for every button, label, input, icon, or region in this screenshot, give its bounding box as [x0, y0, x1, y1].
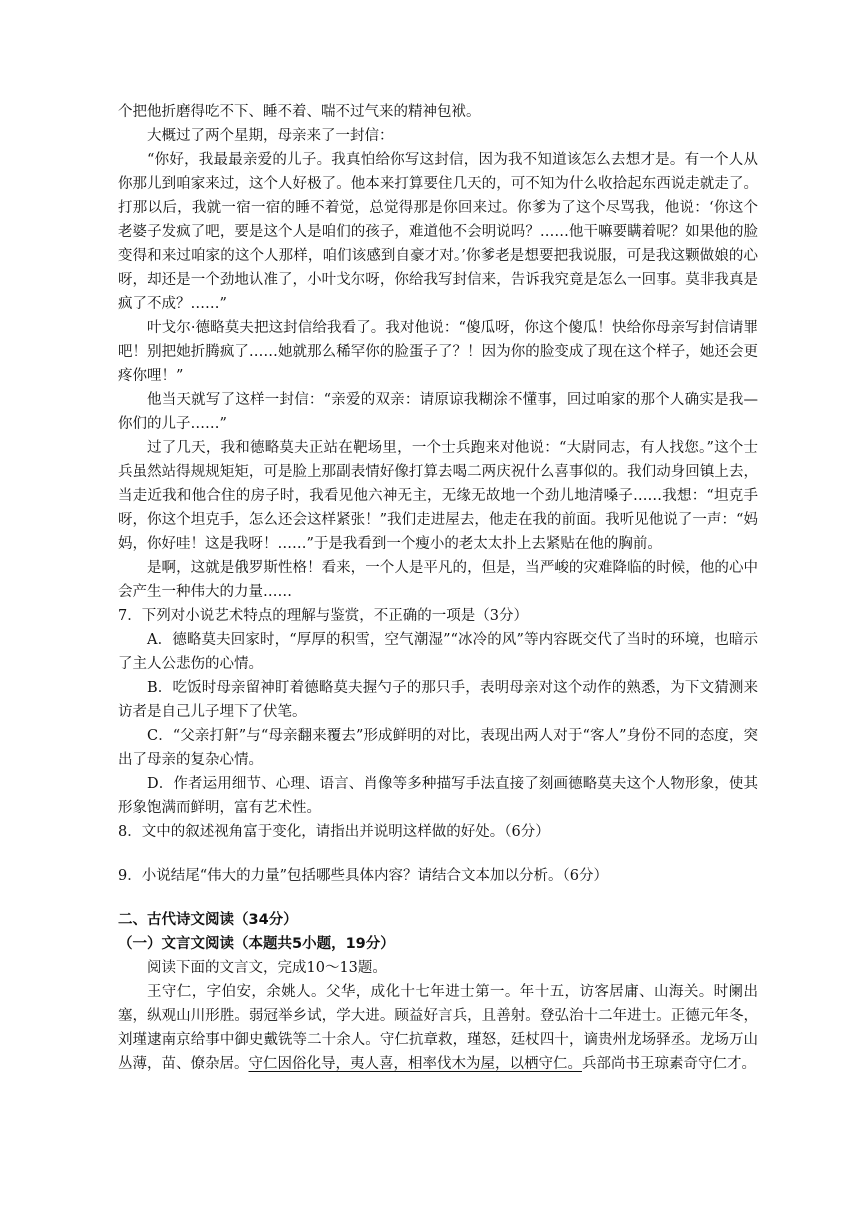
passage-text: 王守仁，字伯安，余姚人。父华，成化十七年进士第一。年十五，访客居庸、山海关。时阑出塞，纵观山川形胜。弱冠举乡试，学大进。顾益好言兵，且善射。登弘治十二年进士。正德元年冬，刘瑾逮南京给事中御史戴铣等二十余人。守仁抗章救，瑾怒，廷杖四十，谪贵州龙场驿丞。龙场万山丛薄，苗、僚杂居。: [118, 984, 758, 1072]
mother-letter-paragraph: “你好，我最最亲爱的儿子。我真怕给你写这封信，因为我不知道该怎么去想才是。有一个人从你那儿到咱家来过，这个人好极了。他本来打算要住几天的，可不知为什么收拾起东西说走就走了。打那以后，我就一宿一宿的睡不着觉，总觉得那是你回来过。你爹为了这个尽骂我，他说：‘你这个老婆子发疯了吧，要是这个人是咱们的孩子，难道他不会明说吗？……他干嘛要瞒着呢？如果他的脸变得和来过咱家的这个人那样，咱们该感到自豪才对。’你爹老是想要把我说服，可是我这颗做娘的心呀，却还是一个劲地认准了，小叶戈尔呀，你给我写封信来，告诉我究竟是怎么一回事。莫非我真是疯了不成？……”: [118, 152, 758, 312]
section-heading: 二、古代诗文阅读（34分）: [118, 912, 298, 928]
answer-space: [118, 844, 758, 864]
classical-passage: [118, 980, 758, 1076]
question-7-option-b: B．吃饭时母亲留神盯着德略莫夫握勺子的那只手，表明母亲对这个动作的熟悉，为下文猜测来访者是自己儿子埋下了伏笔。: [118, 680, 758, 720]
story-paragraph: 个把他折磨得吃不下、睡不着、喘不过气来的精神包袱。: [118, 104, 481, 120]
story-paragraph: 叶戈尔·德略莫夫把这封信给我看了。我对他说：“傻瓜呀，你这个傻瓜！快给你母亲写封信请罪吧！别把她折腾疯了……她就那么稀罕你的脸蛋子了？！因为你的脸变成了现在这个样子，她还会更疼你哩！”: [118, 320, 758, 384]
story-paragraph: 过了几天，我和德略莫夫正站在靶场里，一个士兵跑来对他说：“大尉同志，有人找您。”这个士兵虽然站得规规矩矩，可是脸上那副表情好像打算去喝二两庆祝什么喜事似的。我们动身回镇上去，当走近我和他合住的房子时，我看见他六神无主，无缘无故地一个劲儿地清嗓子……我想：“坦克手呀，你这个坦克手，怎么还会这样紧张！”我们走进屋去，他走在我的前面。我听见他说了一声：“妈妈，你好哇！这是我呀！……”于是我看到一个瘦小的老太太扑上去紧贴在他的胸前。: [118, 440, 758, 552]
story-paragraph: 是啊，这就是俄罗斯性格！看来，一个人是平凡的，但是，当严峻的灾难降临的时候，他的心中会产生一种伟大的力量……: [118, 560, 758, 600]
story-paragraph: 大概过了两个星期，母亲来了一封信：: [147, 128, 394, 144]
subsection-heading: （一）文言文阅读（本题共5小题，19分）: [118, 936, 395, 952]
question-7-option-c: C．“父亲打鼾”与“母亲翻来覆去”形成鲜明的对比，表现出两人对于“客人”身份不同的态度，突出了母亲的复杂心情。: [118, 728, 758, 768]
story-paragraph: 他当天就写了这样一封信：“亲爱的双亲：请原谅我糊涂不懂事，回过咱家的那个人确实是我—你们的儿子……”: [118, 392, 758, 432]
answer-space: [118, 888, 758, 908]
passage-text: 兵部尚书王琼素奇守仁才。: [582, 1056, 756, 1072]
question-7-option-a: A．德略莫夫回家时，“厚厚的积雪，空气潮湿”“冰冷的风”等内容既交代了当时的环境，也暗示了主人公悲伤的心情。: [118, 632, 758, 672]
document-page: [118, 100, 758, 1076]
question-7-option-d: D．作者运用细节、心理、语言、肖像等多种描写手法直接了刻画德略莫夫这个人物形象，使其形象饱满而鲜明，富有艺术性。: [118, 776, 758, 816]
question-8: 8．文中的叙述视角富于变化，请指出并说明这样做的好处。（6分）: [118, 824, 550, 840]
question-7: 7．下列对小说艺术特点的理解与鉴赏，不正确的一项是（3分）: [118, 608, 528, 624]
underlined-sentence: 守仁因俗化导，夷人喜，相率伐木为屋，以栖守仁。: [248, 1056, 582, 1072]
reading-instruction: 阅读下面的文言文，完成10～13题。: [147, 960, 387, 976]
question-9: 9．小说结尾“伟大的力量”包括哪些具体内容？请结合文本加以分析。（6分）: [118, 868, 609, 884]
